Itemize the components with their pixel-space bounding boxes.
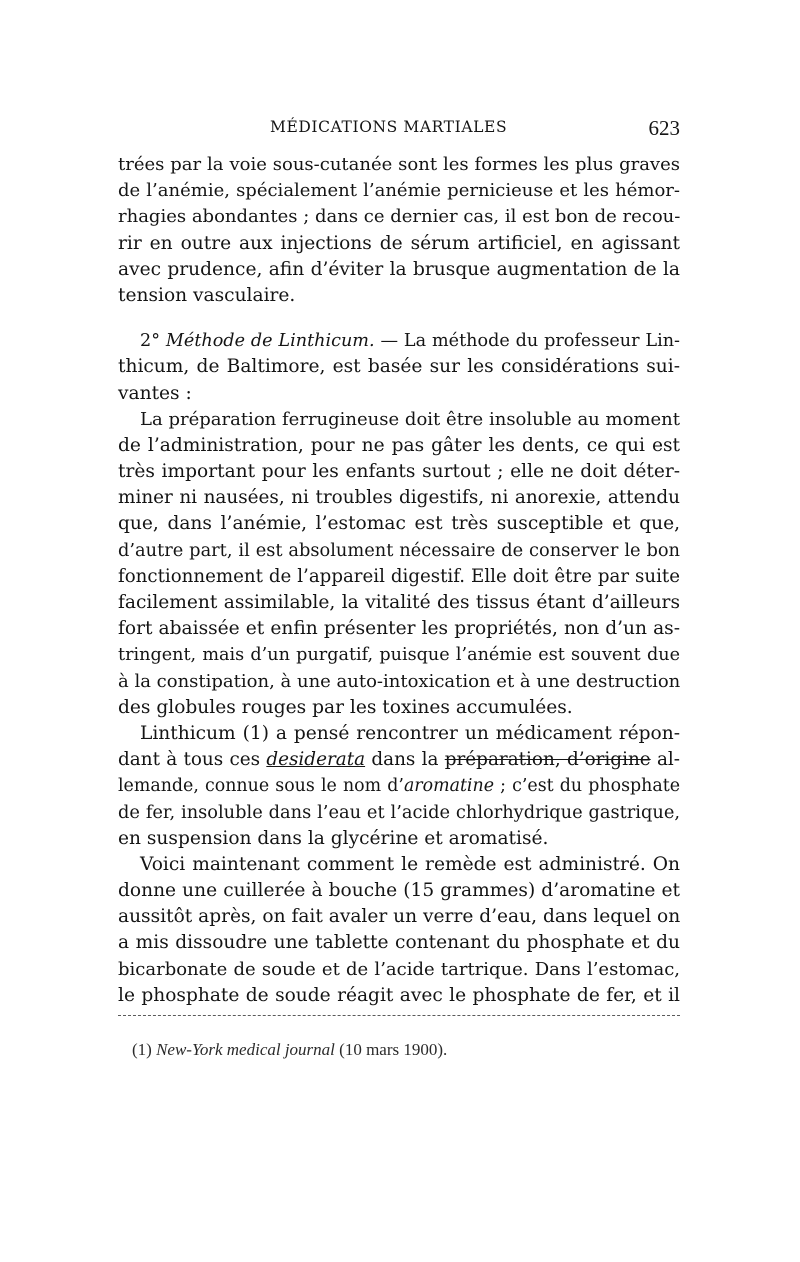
- text-line: miner ni nausées, ni troubles digestifs, ni anorexie, attendu: [118, 487, 680, 509]
- footnote: [132, 1040, 652, 1060]
- text-line: thicum, de Baltimore, est basée sur les considérations sui-: [118, 356, 680, 378]
- page-number: 623: [648, 116, 680, 140]
- text-fragment: dant à tous ces: [118, 749, 267, 771]
- text-line: de l’anémie, spécialement l’anémie pernicieuse et les hémor-: [118, 180, 680, 202]
- text-line: très important pour les enfants surtout ; elle ne doit déter-: [118, 461, 680, 483]
- section-title: Méthode de Linthicum.: [165, 331, 375, 352]
- body-text: [118, 152, 680, 1009]
- section-heading-rest: — La méthode du professeur Lin-: [374, 331, 680, 352]
- text-line: de l’administration, pour ne pas gâter les dents, ce qui est: [118, 434, 680, 456]
- text-line: fonctionnement de l’appareil digestif. Elle doit être par suite: [118, 565, 680, 587]
- text-line: [118, 773, 680, 799]
- text-line-annotated: [118, 747, 680, 773]
- text-line: bicarbonate de soude et de l’acide tartrique. Dans l’estomac,: [118, 958, 680, 980]
- text-fragment: lemande, connue sous le nom d’: [118, 776, 404, 797]
- running-title: MÉDICATIONS MARTIALES: [270, 118, 508, 136]
- text-line: de fer, insoluble dans l’eau et l’acide chlorhydrique gastrique,: [118, 801, 680, 823]
- text-line: Voici maintenant comment le remède est administré. On: [140, 853, 680, 875]
- text-line: avec prudence, afin d’éviter la brusque augmentation de la: [118, 258, 680, 280]
- footnote-date: (10 mars 1900).: [334, 1040, 448, 1059]
- text-line: Linthicum (1) a pensé rencontrer un médicament répon-: [140, 722, 680, 744]
- paragraph-gap: [118, 309, 680, 328]
- footnote-journal: New-York medical journal: [156, 1040, 335, 1059]
- text-line: a mis dissoudre une tablette contenant du phosphate et du: [118, 932, 680, 954]
- text-line: vantes :: [118, 382, 192, 404]
- text-line: tension vasculaire.: [118, 284, 296, 306]
- text-line: tringent, mais d’un purgatif, puisque l’anémie est souvent due: [118, 645, 680, 666]
- text-line: La préparation ferrugineuse doit être insoluble au moment: [140, 408, 680, 430]
- text-line: à la constipation, à une auto-intoxication et à une destruction: [118, 670, 681, 692]
- text-line: que, dans l’anémie, l’estomac est très susceptible et que,: [118, 513, 680, 535]
- text-line: le phosphate de soude réagit avec le phosphate de fer, et il: [118, 984, 680, 1006]
- text-line: d’autre part, il est absolument nécessaire de conserver le bon: [118, 539, 680, 561]
- section-number: 2°: [140, 331, 160, 352]
- text-line: facilement assimilable, la vitalité des tissus étant d’ailleurs: [118, 592, 680, 613]
- underlined-term: desiderata: [266, 749, 366, 771]
- running-header: [118, 116, 680, 140]
- text-fragment: dans la: [365, 749, 445, 771]
- text-line: trées par la voie sous-cutanée sont les formes les plus graves: [118, 154, 680, 175]
- text-line: rir en outre aux injections de sérum artificiel, en agissant: [118, 232, 680, 254]
- text-line: en suspension dans la glycérine et aromatisé.: [118, 827, 549, 849]
- text-line: donne une cuillerée à bouche (15 grammes) d’aromatine et: [118, 880, 680, 902]
- text-line: fort abaissée et enfin présenter les propriétés, non d’un as-: [118, 618, 680, 640]
- struck-text: préparation, d’origine: [444, 749, 651, 771]
- text-line: aussitôt après, on fait avaler un verre d’eau, dans lequel on: [118, 906, 681, 928]
- footnote-divider: [118, 1015, 680, 1016]
- text-line: rhagies abondantes ; dans ce dernier cas, il est bon de recou-: [118, 206, 681, 228]
- text-fragment: al-: [650, 749, 681, 771]
- text-line: des globules rouges par les toxines accumulées.: [118, 696, 573, 718]
- footnote-marker: (1): [132, 1040, 157, 1059]
- section-heading-line: [118, 328, 680, 354]
- text-fragment: ; c’est du phosphate: [494, 776, 680, 797]
- product-name: aromatine: [403, 776, 494, 797]
